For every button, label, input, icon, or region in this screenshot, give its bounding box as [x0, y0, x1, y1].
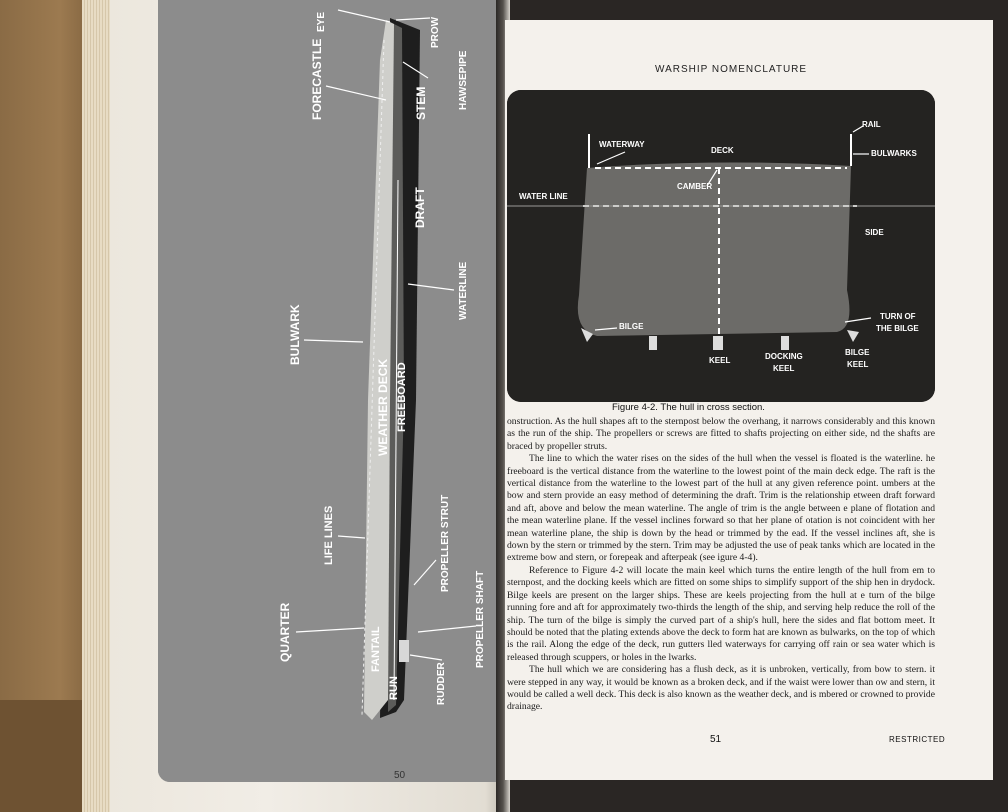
label-water-line: WATER LINE	[519, 192, 568, 201]
label-rudder: RUDDER	[436, 662, 447, 705]
docking-keel-right	[781, 336, 789, 350]
page-number-left: 50	[394, 770, 406, 781]
label-keel: KEEL	[709, 356, 731, 365]
paragraph-4: The hull which we are considering has a flush deck, as it is unbroken, vertically, from bow to stern. it were stepped in any way, it would be known as a broken deck, and if the waist were lower than ow and stern, it would be called a well deck. This deck is also known as the weather deck, and is mbered or crowned to provide drainage.	[507, 664, 935, 713]
label-waterway: WATERWAY	[599, 140, 645, 149]
label-eye: EYE	[316, 11, 327, 32]
label-bilge-keel-top: BILGE	[845, 348, 870, 357]
label-run: RUN	[388, 676, 400, 700]
label-bulwarks: BULWARKS	[871, 149, 917, 158]
label-propeller-shaft: PROPELLER SHAFT	[475, 570, 486, 668]
figure-caption: Figure 4-2. The hull in cross section.	[612, 402, 765, 413]
label-stem: STEM	[414, 86, 428, 120]
restricted-label: RESTRICTED	[889, 735, 946, 744]
label-rail: RAIL	[862, 120, 881, 129]
hull-model-svg	[158, 0, 503, 782]
label-propeller-strut: PROPELLER STRUT	[440, 494, 451, 592]
page-number-right: 51	[710, 734, 722, 745]
label-bulwark: BULWARK	[288, 304, 302, 365]
paragraph-2: The line to which the water rises on the sides of the hull when the vessel is floated is the waterline. he freeboard is the vertical distance from the waterline to the lowest point of the main deck edge. The raft is the vertical distance from the waterline to the lowest part of the hull at any given reference point. umbers at the bow and stern provide an easy method of determining the draft. Trim is the relationship etween draft forward and aft, above and below the mean waterline. The angle of trim is the angle between e plane of flotation and the mean waterline plane. If the vessel inclines forward so that her plane of otation is not coincident with her mean waterline plane, the ship is down by the head or trimmed by the ead. If the vessel inclines aft, she is down by the stern or trimmed by the stern. Trim may be adjusted the use of peak tanks which are located in the extreme bow and stern, or forepeak and afterpeak (see igure 4-4).	[507, 453, 935, 564]
label-the-bilge: THE BILGE	[876, 324, 919, 333]
paragraph-3: Reference to Figure 4-2 will locate the main keel which turns the entire length of the hull from em to sternpost, and the docking keels which are fitted on some ships to simplify support of the ship hen in drydock. Bilge keels are present on the larger ships. These are keels projecting from the hull at e turn of the bilge running fore and aft for approximately two-thirds the length of the ship, and serving help reduce the roll of the ship. The turn of the bilge is simply the curved part of a ship's hull, here the sides and flat bottom meet. It should be noted that the plating extends above the deck to form hat are known as bulwarks, on the top of which is the rail. Along the edge of the deck, run gutters lled waterways for carrying off rain or sea water which is released through scuppers, or holes in the lwarks.	[507, 564, 935, 663]
label-fantail: FANTAIL	[370, 626, 382, 672]
label-waterline: WATERLINE	[458, 261, 469, 320]
running-head: WARSHIP NOMENCLATURE	[655, 64, 808, 75]
label-prow: PROW	[430, 16, 441, 48]
label-deck: DECK	[711, 146, 734, 155]
label-freeboard: FREEBOARD	[396, 362, 408, 432]
label-hawsepipe: HAWSEPIPE	[458, 50, 469, 110]
keel-block	[713, 336, 723, 350]
label-docking: DOCKING	[765, 352, 803, 361]
label-turn-of: TURN OF	[880, 312, 916, 321]
label-camber: CAMBER	[677, 182, 713, 191]
label-quarter: QUARTER	[278, 602, 292, 662]
label-draft: DRAFT	[413, 187, 427, 228]
label-bilge-keel-bottom: KEEL	[847, 360, 869, 369]
label-life-lines: LIFE LINES	[323, 505, 335, 565]
paragraph-1: onstruction. As the hull shapes aft to the sternpost below the overhang, it narrows considerably and this known as the run of the ship. The propellers or screws are fitted to shafts projecting on either side, nd the shafts are braced by propeller struts.	[507, 416, 935, 452]
label-weather-deck: WEATHER DECK	[376, 358, 390, 456]
hull-section-shape	[578, 162, 851, 336]
docking-keel-left	[649, 336, 657, 350]
hull-photo-left	[158, 0, 503, 782]
hull-cross-section-photo	[507, 90, 935, 402]
label-forecastle: FORECASTLE	[310, 38, 324, 120]
body-text	[507, 416, 935, 714]
label-docking-keel: KEEL	[773, 364, 795, 373]
rudder-shape	[399, 640, 409, 662]
label-side: SIDE	[865, 228, 884, 237]
photo-background	[158, 0, 503, 782]
label-bilge: BILGE	[619, 322, 644, 331]
